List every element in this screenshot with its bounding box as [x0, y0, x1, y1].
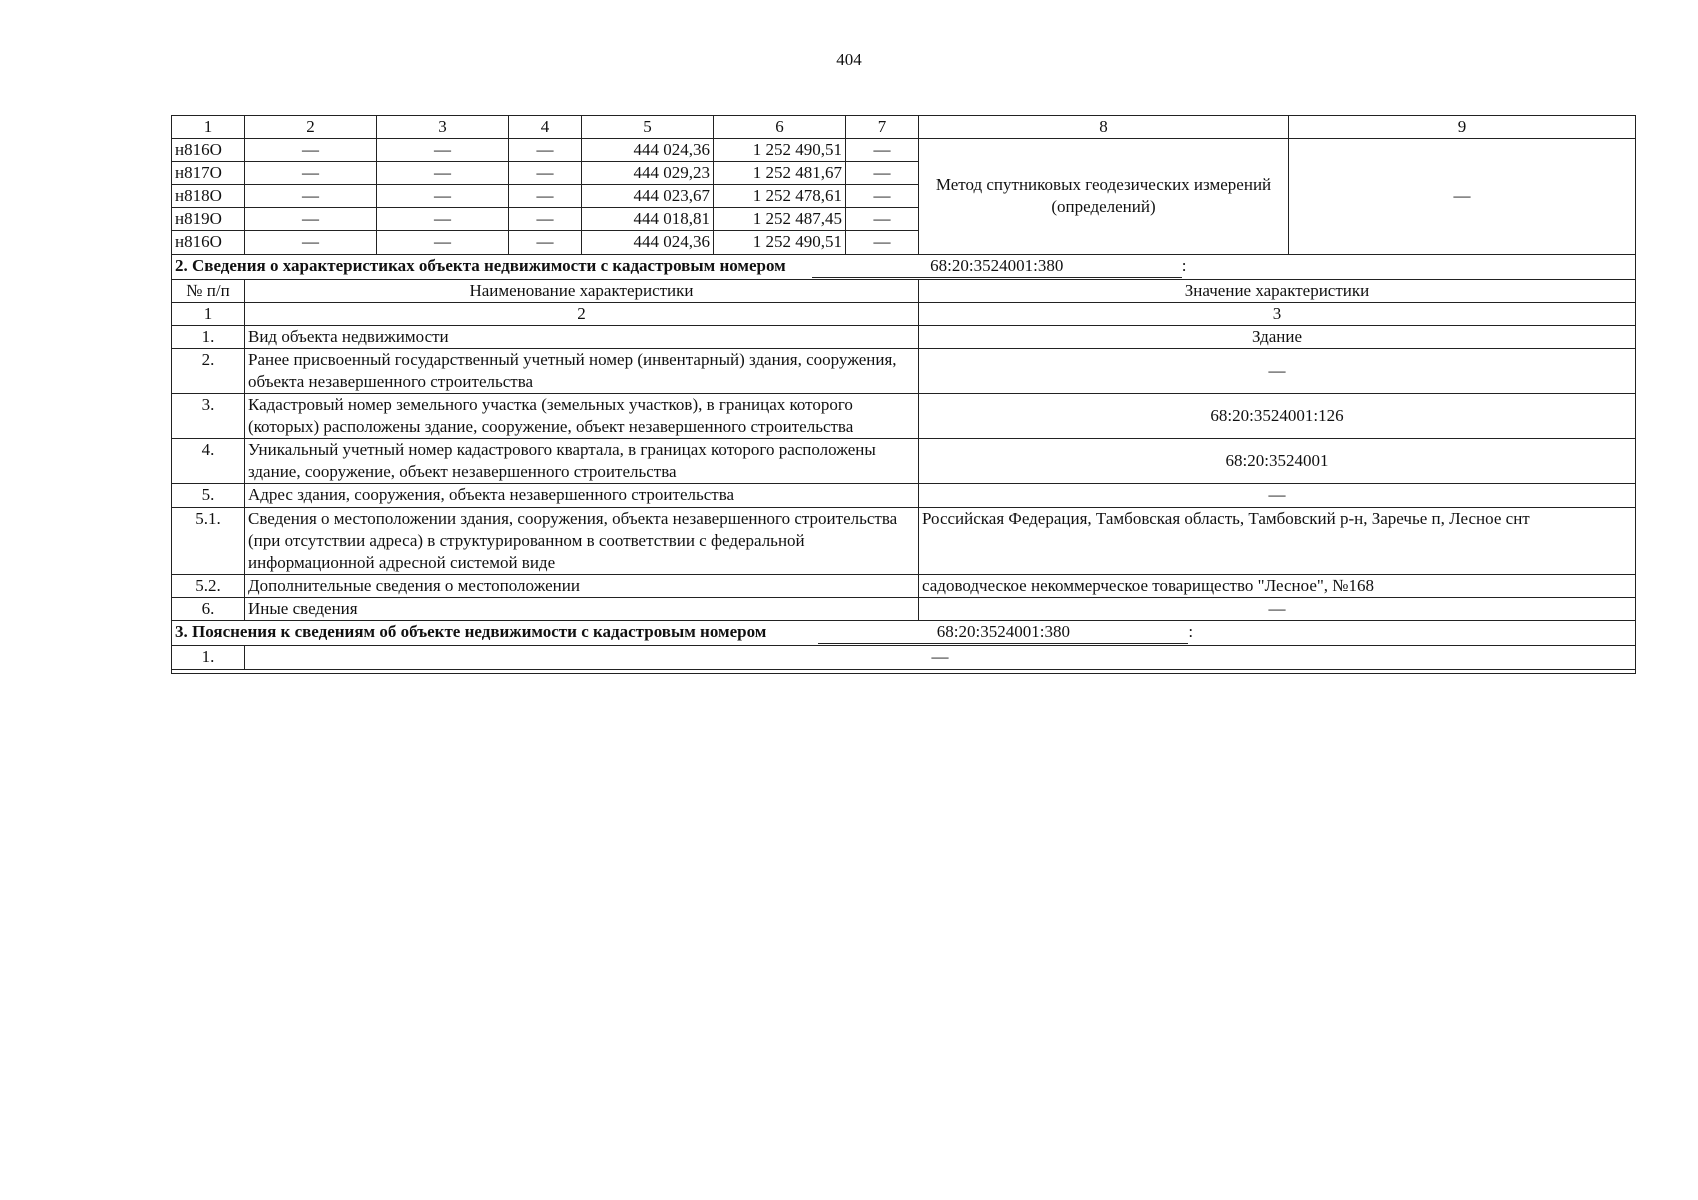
coords-cell: —: [509, 208, 582, 231]
coords-header-cell: 5: [582, 116, 714, 139]
row-num: 1.: [172, 645, 245, 669]
point-name: н817О: [172, 162, 245, 185]
section2-title-cell: [172, 254, 1636, 279]
section3-suffix: :: [1188, 621, 1194, 641]
section2-header-row: [172, 279, 1636, 302]
coords-cell: —: [377, 208, 509, 231]
col9-cell: —: [1289, 139, 1636, 254]
characteristic-value: Здание: [919, 325, 1636, 348]
row-num: 3.: [172, 394, 245, 439]
coords-cell: —: [377, 162, 509, 185]
characteristic-name: Уникальный учетный номер кадастрового квартала, в границах которого расположены здание, сооружение, объект незавершенного строительства: [245, 439, 919, 484]
coords-header-row: [172, 116, 1636, 139]
characteristic-row: [172, 394, 1636, 439]
characteristic-name: Дополнительные сведения о местоположении: [245, 574, 919, 597]
row-num: 5.: [172, 484, 245, 507]
characteristic-value: 68:20:3524001:126: [919, 394, 1636, 439]
characteristic-name: Адрес здания, сооружения, объекта незавершенного строительства: [245, 484, 919, 507]
characteristic-row: [172, 574, 1636, 597]
characteristic-value: —: [919, 597, 1636, 620]
point-name: н816О: [172, 139, 245, 162]
row-num: 2.: [172, 348, 245, 393]
row-num: 4.: [172, 439, 245, 484]
coords-row: [172, 139, 1636, 162]
coords-cell: —: [509, 185, 582, 208]
point-name: н819О: [172, 208, 245, 231]
row-num: 5.1.: [172, 507, 245, 574]
characteristic-value: Российская Федерация, Тамбовская область, Тамбовский р-н, Заречье п, Лесное снт: [919, 507, 1636, 574]
section2-colnum-row: [172, 302, 1636, 325]
coords-cell: —: [846, 139, 919, 162]
coord-y: 1 252 481,67: [714, 162, 846, 185]
characteristic-name: Иные сведения: [245, 597, 919, 620]
coords-header-cell: 7: [846, 116, 919, 139]
section2-header-value: Значение характеристики: [919, 279, 1636, 302]
section2-colnum: 3: [919, 302, 1636, 325]
section2-colnum: 2: [245, 302, 919, 325]
coords-cell: —: [846, 208, 919, 231]
coord-y: 1 252 490,51: [714, 139, 846, 162]
section3-cadastral-number: 68:20:3524001:380: [818, 621, 1188, 644]
point-name: н816О: [172, 231, 245, 254]
coords-cell: —: [245, 139, 377, 162]
coords-header-cell: 4: [509, 116, 582, 139]
coord-y: 1 252 490,51: [714, 231, 846, 254]
characteristic-name: Ранее присвоенный государственный учетный номер (инвентарный) здания, сооружения, объекта незавершенного строительства: [245, 348, 919, 393]
page-number: 404: [836, 50, 862, 69]
coords-cell: —: [377, 231, 509, 254]
coord-x: 444 018,81: [582, 208, 714, 231]
characteristic-name: Кадастровый номер земельного участка (земельных участков), в границах которого (которых) расположены здание, сооружение, объект незавершенного строительства: [245, 394, 919, 439]
section2-cadastral-number: 68:20:3524001:380: [812, 255, 1182, 278]
section3-title-cell: [172, 620, 1636, 645]
characteristic-value: —: [919, 348, 1636, 393]
characteristic-row: [172, 439, 1636, 484]
coords-cell: —: [245, 231, 377, 254]
section3-row: [172, 645, 1636, 669]
coords-cell: —: [846, 185, 919, 208]
characteristic-row: [172, 507, 1636, 574]
coords-header-cell: 3: [377, 116, 509, 139]
coord-y: 1 252 478,61: [714, 185, 846, 208]
coords-cell: —: [846, 162, 919, 185]
coord-x: 444 024,36: [582, 231, 714, 254]
coord-x: 444 029,23: [582, 162, 714, 185]
row-num: 1.: [172, 325, 245, 348]
coords-header-cell: 1: [172, 116, 245, 139]
row-num: 5.2.: [172, 574, 245, 597]
coords-cell: —: [377, 139, 509, 162]
coords-header-cell: 8: [919, 116, 1289, 139]
characteristic-value: 68:20:3524001: [919, 439, 1636, 484]
coord-y: 1 252 487,45: [714, 208, 846, 231]
coords-cell: —: [245, 208, 377, 231]
section3-title-row: [172, 620, 1636, 645]
coords-cell: —: [846, 231, 919, 254]
table-bottom-rule: [172, 669, 1636, 673]
coord-x: 444 023,67: [582, 185, 714, 208]
characteristic-row: [172, 325, 1636, 348]
explanation-value: —: [245, 645, 1636, 669]
point-name: н818О: [172, 185, 245, 208]
characteristic-value: —: [919, 484, 1636, 507]
row-num: 6.: [172, 597, 245, 620]
document-table: [171, 115, 1636, 674]
coords-header-cell: 2: [245, 116, 377, 139]
coords-cell: —: [245, 162, 377, 185]
coords-header-cell: 6: [714, 116, 846, 139]
section3-title: 3. Пояснения к сведениям об объекте недвижимости с кадастровым номером: [175, 621, 767, 641]
coords-header-cell: 9: [1289, 116, 1636, 139]
characteristic-row: [172, 597, 1636, 620]
section2-header-name: Наименование характеристики: [245, 279, 919, 302]
method-cell: Метод спутниковых геодезических измерений (определений): [919, 139, 1289, 254]
section2-colnum: 1: [172, 302, 245, 325]
coords-cell: —: [509, 231, 582, 254]
section2-header-num: № п/п: [172, 279, 245, 302]
coord-x: 444 024,36: [582, 139, 714, 162]
characteristic-value: садоводческое некоммерческое товарищество "Лесное", №168: [919, 574, 1636, 597]
section2-title-row: [172, 254, 1636, 279]
characteristic-row: [172, 348, 1636, 393]
characteristic-name: Вид объекта недвижимости: [245, 325, 919, 348]
characteristic-row: [172, 484, 1636, 507]
coords-cell: —: [377, 185, 509, 208]
coords-cell: —: [509, 162, 582, 185]
coords-cell: —: [509, 139, 582, 162]
coords-cell: —: [245, 185, 377, 208]
section2-title: 2. Сведения о характеристиках объекта недвижимости с кадастровым номером: [175, 255, 786, 275]
characteristic-name: Сведения о местоположении здания, сооружения, объекта незавершенного строительства (при отсутствии адреса) в структурированном в соответствии с федеральной информационной адресной системой виде: [245, 507, 919, 574]
section2-suffix: :: [1181, 255, 1187, 275]
